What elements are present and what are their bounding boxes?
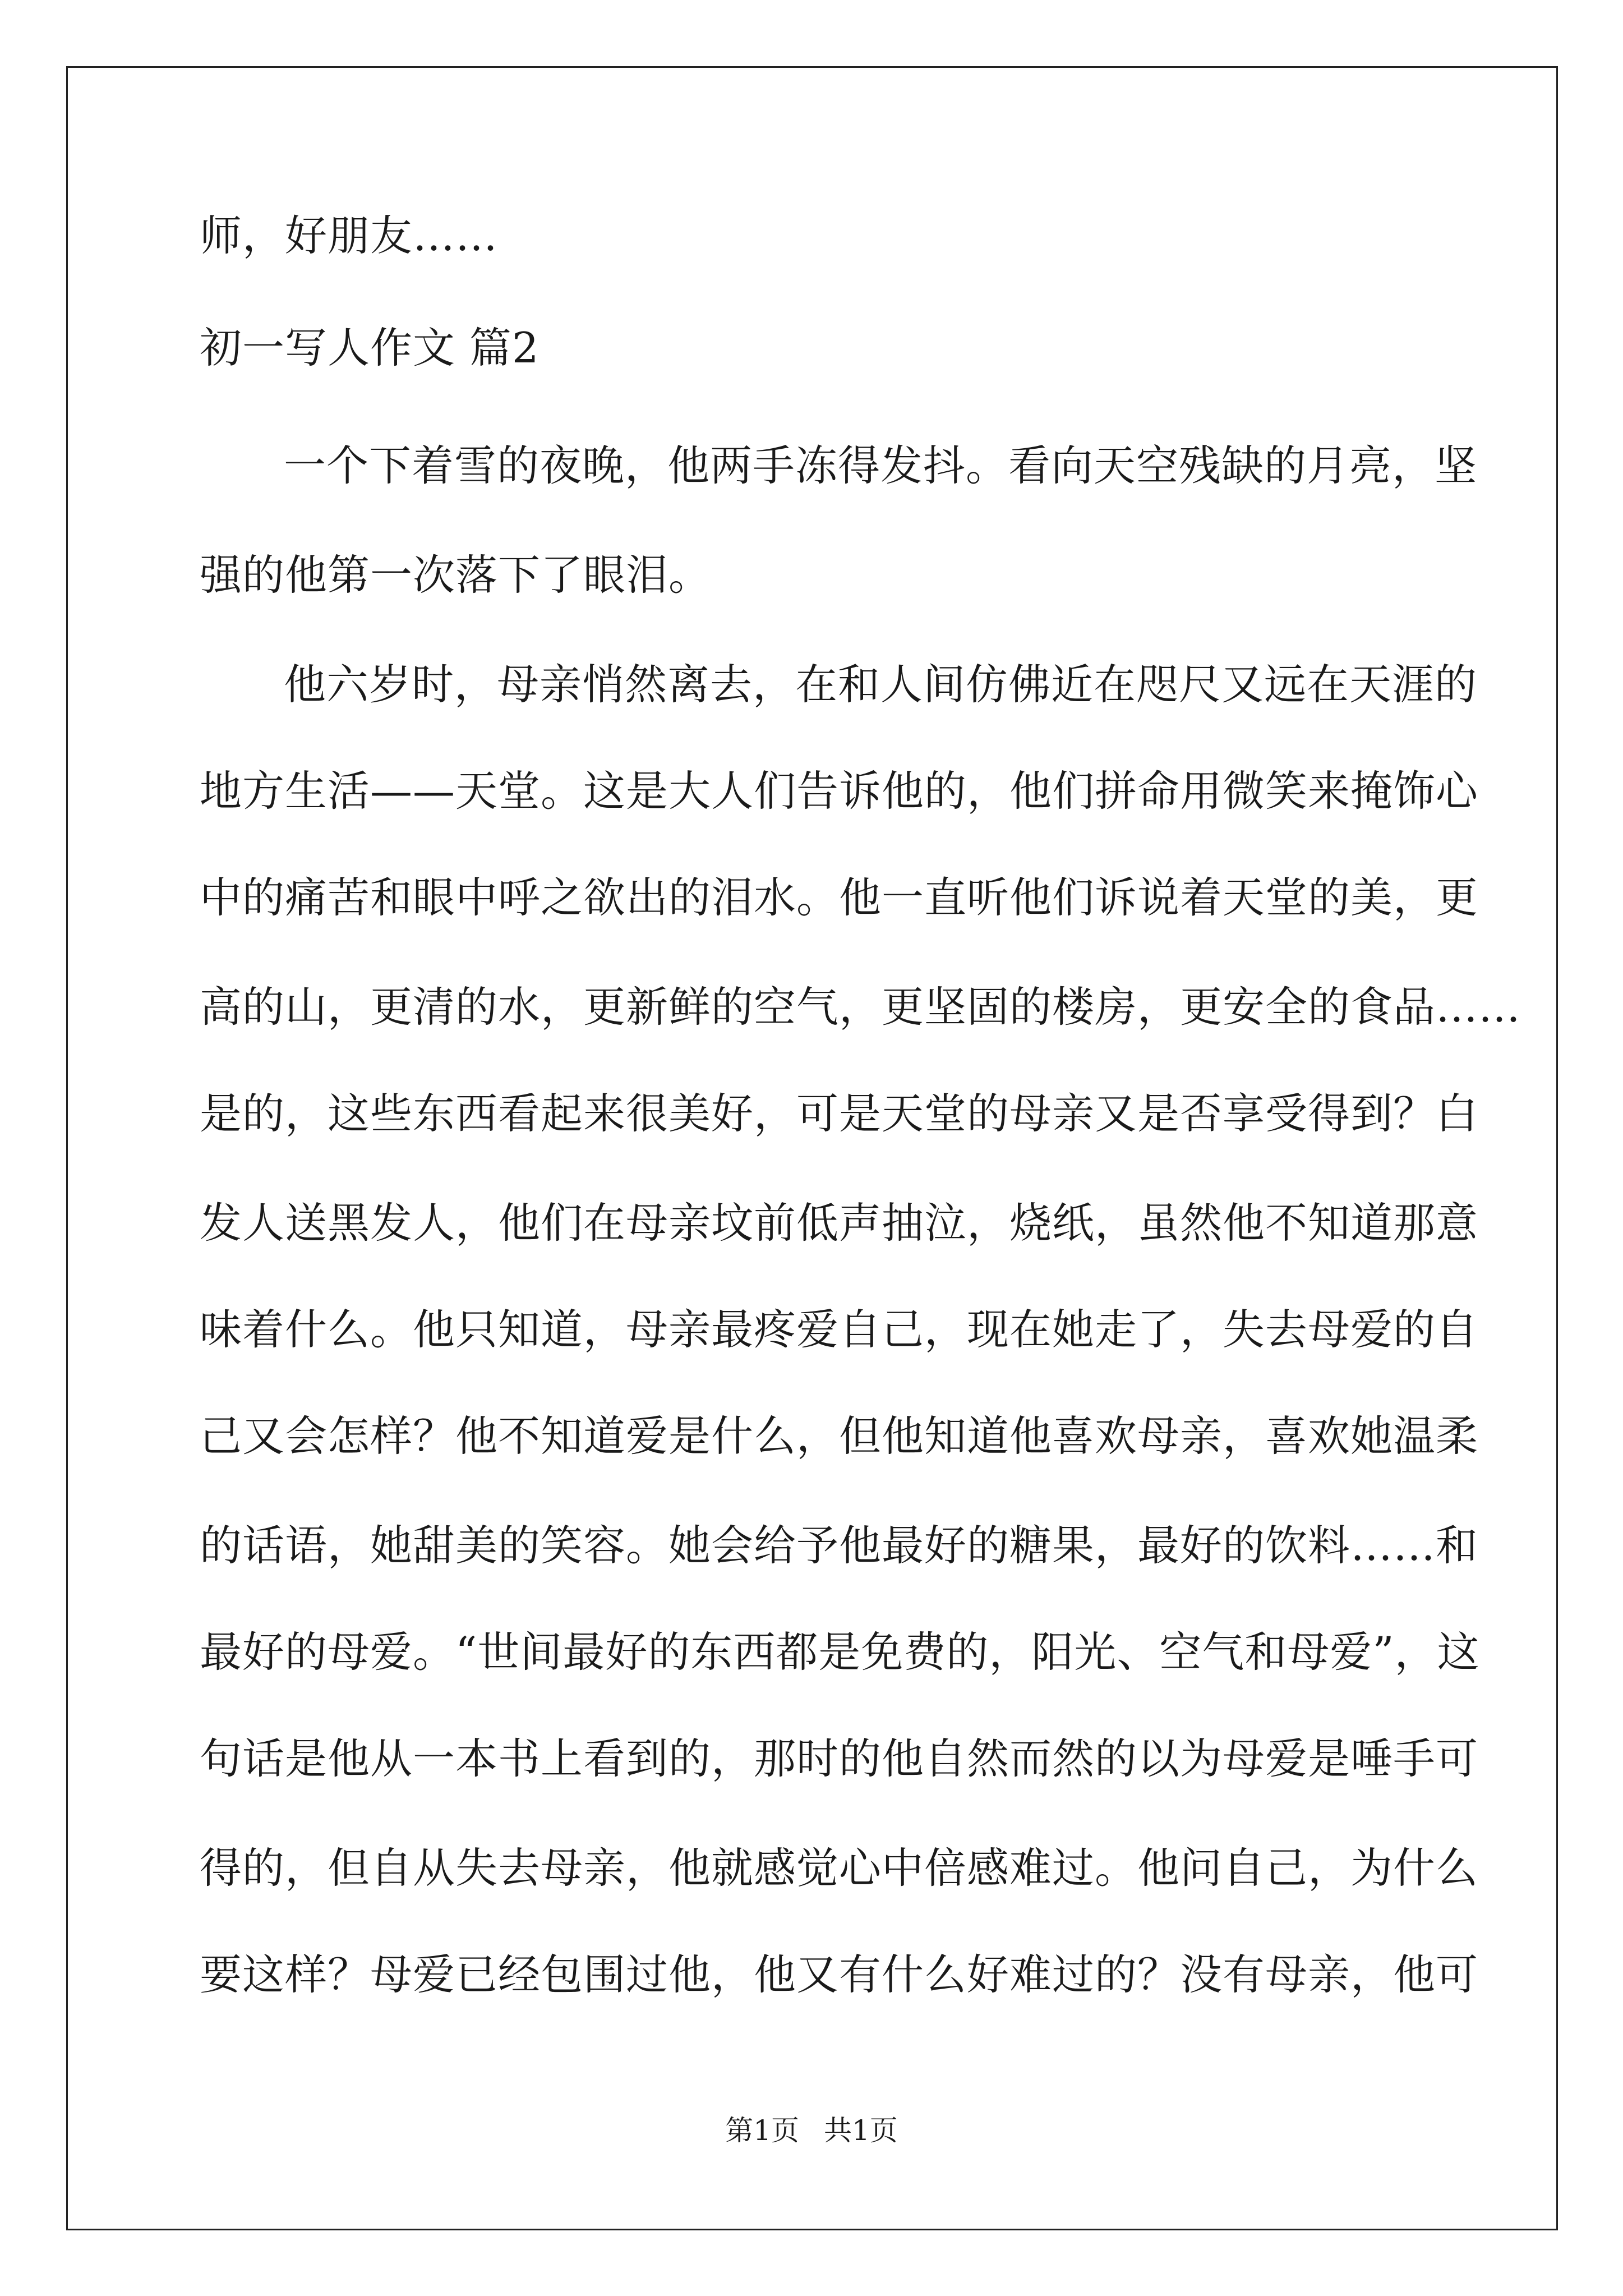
text-line: 地方生活——天堂。这是大人们告诉他的，他们拼命用微笑来掩饰心 [200, 766, 1479, 816]
text-line: 句话是他从一本书上看到的，那时的他自然而然的以为母爱是唾手可 [200, 1734, 1479, 1783]
text-line: 己又会怎样？他不知道爱是什么，但他知道他喜欢母亲，喜欢她温柔 [200, 1411, 1479, 1461]
text-line: 是的，这些东西看起来很美好，可是天堂的母亲又是否享受得到？白 [200, 1089, 1479, 1138]
text-line: 师，好朋友…… [200, 211, 499, 260]
text-line: 一个下着雪的夜晚，他两手冻得发抖。看向天空残缺的月亮，坚 [284, 441, 1478, 490]
text-line: 得的，但自从失去母亲，他就感觉心中倍感难过。他问自己，为什么 [200, 1843, 1479, 1893]
text-line: 的话语，她甜美的笑容。她会给予他最好的糖果，最好的饮料……和 [200, 1521, 1479, 1570]
text-line: 最好的母爱。“世间最好的东西都是免费的，阳光、空气和母爱”，这 [200, 1627, 1480, 1677]
text-line: 发人送黑发人，他们在母亲坟前低声抽泣，烧纸，虽然他不知道那意 [200, 1198, 1479, 1248]
page-border [66, 66, 1558, 2230]
text-line: 味着什么。他只知道，母亲最疼爱自己，现在她走了，失去母爱的自 [200, 1305, 1479, 1354]
text-line: 要这样？母爱已经包围过他，他又有什么好难过的？没有母亲，他可 [200, 1950, 1479, 1999]
text-line: 高的山，更清的水，更新鲜的空气，更坚固的楼房，更安全的食品…… [200, 982, 1521, 1032]
text-line: 中的痛苦和眼中呼之欲出的泪水。他一直听他们诉说着天堂的美，更 [200, 873, 1479, 922]
page-total: 共1页 [823, 2114, 898, 2147]
page-footer [0, 2114, 1623, 2147]
text-line: 强的他第一次落下了眼泪。 [200, 550, 712, 600]
section-heading: 初一写人作文 篇2 [200, 323, 540, 372]
page-number: 第1页 [725, 2114, 800, 2147]
text-line: 他六岁时，母亲悄然离去，在和人间仿佛近在咫尺又远在天涯的 [284, 660, 1478, 709]
